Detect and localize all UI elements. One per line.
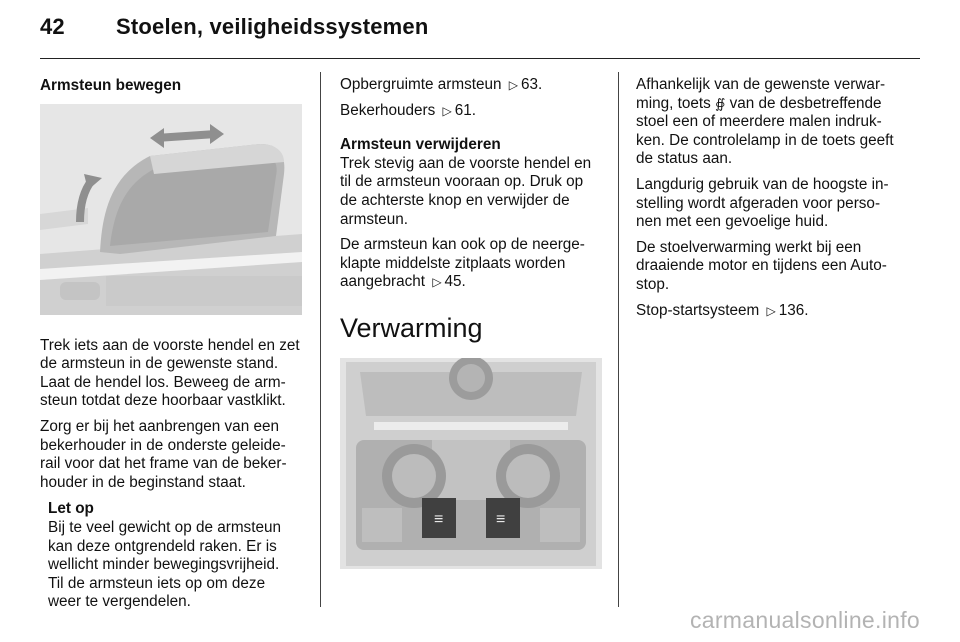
- text-line: De armsteun kan ook op de neerge-: [340, 236, 585, 254]
- heating-warning-paragraph: [636, 176, 920, 232]
- text-line: wellicht minder bewegingsvrijheid.: [48, 556, 280, 574]
- text-line: aangebracht: [340, 273, 426, 291]
- text-line: Bij te veel gewicht op de armsteun: [48, 518, 281, 536]
- text-line: til de armsteun vooraan op. Druk op: [340, 173, 584, 191]
- text-line: stoel een of meerdere malen indruk-: [636, 113, 882, 131]
- cupholders-page-ref[interactable]: 61.: [454, 101, 476, 119]
- text-line: Trek iets aan de voorste hendel en zet: [40, 336, 300, 354]
- column-divider-1: [320, 72, 321, 607]
- text-line: ken. De controlelamp in de toets geeft: [636, 131, 894, 149]
- heated-seat-controls-illustration: [340, 358, 602, 569]
- text-line: Langdurig gebruik van de hoogste in-: [636, 175, 889, 193]
- reference-arrow-icon: ▷: [766, 303, 776, 318]
- text-line: de status aan.: [636, 150, 733, 168]
- caution-note: [48, 500, 306, 612]
- svg-text:≡: ≡: [496, 510, 506, 528]
- fold-page-ref[interactable]: 45.: [444, 273, 466, 291]
- heating-engine-paragraph: [636, 239, 920, 295]
- watermark[interactable]: carmanualsonline.info: [689, 607, 920, 633]
- reference-arrow-icon: ▷: [442, 103, 452, 118]
- armrest-remove-paragraph: [340, 155, 606, 229]
- storage-label: Opbergruimte armsteun: [340, 76, 502, 93]
- heating-usage-paragraph: [636, 76, 920, 169]
- text-line: steun totdat deze hoorbaar vastklikt.: [40, 392, 286, 410]
- stop-start-reference: [636, 302, 920, 321]
- text-line: Zorg er bij het aanbrengen van een: [40, 417, 279, 435]
- text-line: klapte middelste zitplaats worden: [340, 254, 566, 272]
- stop-start-page-ref[interactable]: 136.: [778, 301, 809, 319]
- text-line: houder in de beginstand staat.: [40, 473, 246, 491]
- text-line: weer te vergendelen.: [48, 593, 191, 611]
- text-line: Laat de hendel los. Beweeg de arm-: [40, 373, 286, 391]
- text-line: bekerhouder in de onderste geleide-: [40, 436, 286, 454]
- column-3: [636, 68, 920, 327]
- column-divider-2: [618, 72, 619, 607]
- reference-arrow-icon: ▷: [508, 78, 519, 92]
- caution-text: [48, 519, 306, 612]
- text-line: Afhankelijk van de gewenste verwar-: [636, 76, 886, 93]
- cupholder-paragraph: [40, 418, 306, 492]
- text-line: kan deze ontgrendeld raken. Er is: [48, 537, 277, 555]
- armrest-remove-heading: Armsteun verwijderen: [340, 136, 501, 154]
- cupholders-reference: [340, 102, 606, 121]
- storage-page-ref[interactable]: 63.: [521, 76, 543, 93]
- text-line: draaiende motor en tijdens een Auto-: [636, 257, 887, 275]
- text-line: Til de armsteun iets op om deze: [48, 574, 266, 592]
- stop-start-label: Stop-startsysteem: [636, 301, 760, 319]
- text-line: nen met een gevoelige huid.: [636, 213, 829, 231]
- page-title: Stoelen, veiligheidssystemen: [116, 14, 429, 39]
- text-line: van de desbetreffende: [729, 94, 882, 112]
- column-1: [40, 68, 306, 619]
- text-line: de achterste knop en verwijder de: [340, 191, 570, 209]
- text-line: stop.: [636, 275, 670, 293]
- armrest-move-paragraph: [40, 337, 306, 411]
- text-line: rail voor dat het frame van de beker-: [40, 455, 287, 473]
- storage-reference: [340, 76, 606, 95]
- text-line: ming, toets: [636, 94, 711, 112]
- svg-text:≡: ≡: [434, 510, 444, 528]
- text-line: armsteun.: [340, 210, 409, 228]
- text-line: stelling wordt afgeraden voor perso-: [636, 194, 881, 212]
- column-2: [340, 68, 606, 591]
- header-divider: [40, 58, 920, 59]
- seat-heating-icon: ∯: [715, 95, 726, 111]
- armrest-illustration: [40, 104, 302, 315]
- page-number: 42: [40, 14, 65, 39]
- armrest-fold-paragraph: [340, 236, 606, 292]
- text-line: De stoelverwarming werkt bij een: [636, 238, 862, 256]
- reference-arrow-icon: ▷: [432, 275, 442, 290]
- heating-section-title: Verwarming: [340, 312, 483, 343]
- text-line: Trek stevig aan de voorste hendel en: [340, 154, 592, 172]
- armrest-move-heading: Armsteun bewegen: [40, 77, 182, 94]
- caution-title: Let op: [48, 500, 94, 518]
- text-line: de armsteun in de gewenste stand.: [40, 355, 279, 373]
- cupholders-label: Bekerhouders: [340, 101, 436, 119]
